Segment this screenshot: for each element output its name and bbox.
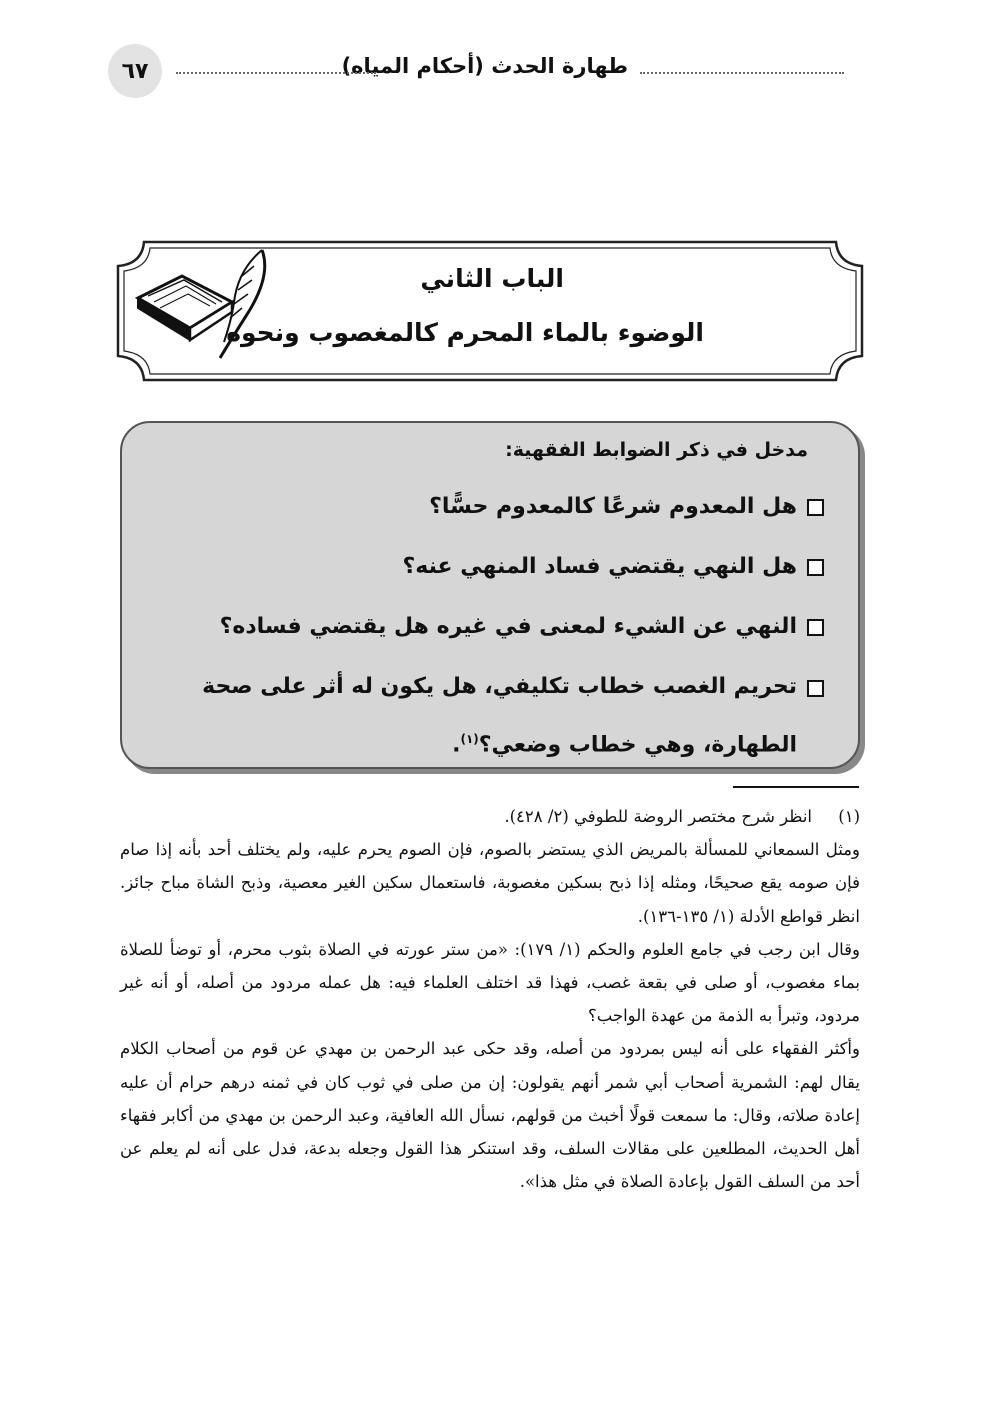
- question-text: النهي عن الشيء لمعنى في غيره هل يقتضي فساده؟: [219, 614, 797, 639]
- question-text: تحريم الغصب خطاب تكليفي، هل يكون له أثر على صحة الطهارة، وهي خطاب وضعي؟: [202, 674, 797, 758]
- footnote-text: انظر شرح مختصر الروضة للطوفي (٢/ ٤٢٨).: [504, 807, 812, 826]
- page-number: ٦٧: [108, 44, 162, 98]
- checkbox-icon: [807, 680, 824, 697]
- footnote-ref: (١): [460, 732, 479, 746]
- question-item: [108, 661, 824, 771]
- chapter-subtitle: الوضوء بالماء المحرم كالمغصوب ونحوه: [226, 318, 704, 347]
- question-item: [402, 545, 824, 589]
- question-item: [429, 485, 824, 529]
- checkbox-icon: [807, 499, 824, 516]
- running-title: طهارة الحدث (أحكام المياه): [341, 54, 628, 78]
- question-item: [220, 605, 824, 649]
- footnote-paragraph: وقال ابن رجب في جامع العلوم والحكم (١/ ١٧٩): «من ستر عورته في الصلاة بثوب محرم، أو توضأ للصلاة بماء مغصوب، أو صلى في بقعة غصب، فهذا قد اختلف العلماء فيه: هل عمله مردود من أصله، أو أنه غير مردود، وتبرأ به الذمة من عهدة الواجب؟: [120, 939, 861, 1026]
- checkbox-icon: [807, 619, 824, 636]
- intro-heading: مدخل في ذكر الضوابط الفقهية:: [505, 439, 808, 461]
- intro-box: [120, 421, 860, 769]
- running-header: [108, 44, 844, 98]
- checkbox-icon: [807, 559, 824, 576]
- chapter-title-frame: [116, 240, 864, 382]
- chapter-title: الباب الثاني: [420, 264, 564, 293]
- footnotes: [120, 800, 860, 1198]
- footnote-line: [120, 800, 860, 833]
- footnote-number: (١): [838, 807, 860, 826]
- header-dots-right: [640, 72, 844, 74]
- footnote-paragraph: وأكثر الفقهاء على أنه ليس بمردود من أصله، وقد حكى عبد الرحمن بن مهدي عن قوم من أصحاب الكلام يقال لهم: الشمرية أصحاب أبي شمر أنهم يقولون: إن من صلى في ثوب كان في ثمنه درهم حرام أن عليه إعادة صلاته، وقال: ما سمعت قولًا أخبث من قولهم، نسأل الله العافية، وعبد الرحمن بن مهدي من أكابر فقهاء أهل الحديث، المطلعين على مقالات السلف، وقد استنكر هذا القول وجعله بدعة، فدل على أنه لم يعلم عن أحد من السلف القول بإعادة الصلاة في مثل هذا».: [120, 1039, 860, 1192]
- question-text: هل المعدوم شرعًا كالمعدوم حسًّا؟: [429, 494, 797, 519]
- final-period: .: [452, 732, 461, 758]
- header-dots-left: [176, 72, 376, 74]
- footnote-separator: [733, 786, 859, 788]
- question-text: هل النهي يقتضي فساد المنهي عنه؟: [402, 554, 797, 579]
- footnote-paragraph: ومثل السمعاني للمسألة بالمريض الذي يستضر بالصوم، فإن الصوم يحرم عليه، ولم يختلف أحد بأنه إذا صام فإن صومه يقع صحيحًا، ومثله إذا ذبح بسكين مغصوبة، فاستعمال سكين الغير معصية، وذبح الشاة مباح جائز. انظر قواطع الأدلة (١/ ١٣٥-١٣٦).: [120, 840, 860, 926]
